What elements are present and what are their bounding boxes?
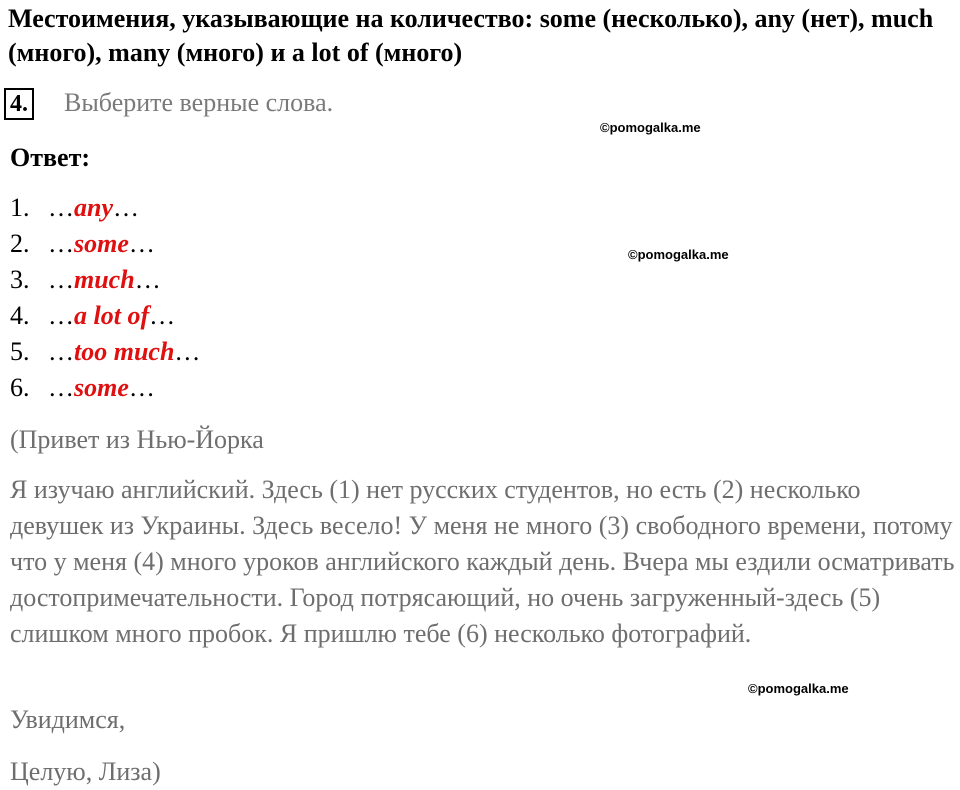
- item-number: 6.: [10, 373, 30, 402]
- ellipsis: …: [174, 337, 201, 366]
- ellipsis: …: [128, 229, 155, 258]
- list-item: [10, 226, 200, 262]
- letter-greeting: (Привет из Нью-Йорка: [10, 425, 264, 454]
- ellipsis: …: [113, 193, 139, 222]
- ellipsis: …: [128, 373, 155, 402]
- list-item: [10, 298, 200, 334]
- item-number: 2.: [10, 229, 30, 258]
- answer-list: [10, 190, 200, 406]
- item-number: 5.: [10, 337, 30, 366]
- watermark: ©pomogalka.me: [628, 247, 729, 262]
- ellipsis: …: [134, 265, 161, 294]
- answer-word: a lot of: [74, 301, 150, 330]
- ellipsis: …: [48, 193, 74, 222]
- answer-word: some: [74, 373, 129, 402]
- list-item: [10, 334, 200, 370]
- letter-body: Я изучаю английский. Здесь (1) нет русских студентов, но есть (2) несколько девушек из Украины. Здесь весело! У меня не много (3) свободного времени, потому что у меня (4) много уроков английского каждый день. Вчера мы ездили осматривать достопримечательности. Город потрясающий, но очень загруженный-здесь (5) слишком много пробок. Я пришлю тебе (6) несколько фотографий.: [10, 475, 955, 648]
- list-item: [10, 262, 200, 298]
- item-number: 4.: [10, 301, 30, 330]
- item-number: 1.: [10, 193, 30, 222]
- list-item: [10, 370, 200, 406]
- answer-word: much: [74, 265, 135, 294]
- list-item: [10, 190, 200, 226]
- task-instruction: Выберите верные слова.: [64, 88, 334, 117]
- ellipsis: …: [48, 301, 74, 330]
- answer-word: any: [74, 193, 113, 222]
- letter-closing: Увидимся,: [10, 705, 126, 734]
- item-number: 3.: [10, 265, 30, 294]
- ellipsis: …: [48, 373, 74, 402]
- page-title: Местоимения, указывающие на количество: some (несколько), any (нет), much (много), many (много) и a lot of (много): [8, 4, 934, 67]
- answer-word: some: [74, 229, 129, 258]
- letter-signature: Целую, Лиза): [10, 757, 161, 786]
- ellipsis: …: [149, 301, 176, 330]
- answer-word: too much: [74, 337, 175, 366]
- ellipsis: …: [48, 229, 74, 258]
- answer-label: Ответ:: [10, 143, 91, 172]
- watermark: ©pomogalka.me: [600, 120, 701, 135]
- ellipsis: …: [48, 265, 74, 294]
- ellipsis: …: [48, 337, 74, 366]
- task-number-badge: 4.: [4, 88, 34, 120]
- watermark: ©pomogalka.me: [748, 681, 849, 696]
